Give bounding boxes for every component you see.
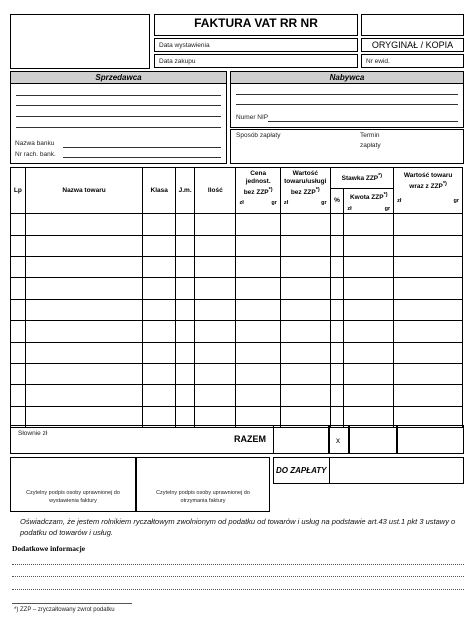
table-cell[interactable] (11, 214, 26, 235)
table-row (11, 278, 463, 299)
table-cell[interactable] (143, 235, 176, 256)
col-amount (344, 189, 394, 214)
footnote-mark: *) (315, 187, 320, 193)
table-cell[interactable] (11, 385, 26, 406)
words-field[interactable] (10, 425, 227, 454)
table-cell[interactable] (394, 385, 463, 406)
table-cell[interactable] (195, 342, 236, 363)
table-cell[interactable] (394, 278, 463, 299)
seller-line-4[interactable] (16, 127, 221, 128)
table-cell[interactable] (143, 256, 176, 277)
items-table (10, 167, 463, 428)
table-cell[interactable] (195, 278, 236, 299)
seller-heading: Sprzedawca (10, 71, 227, 84)
additional-info-label: Dodatkowe informacje (12, 544, 86, 553)
gr-label: gr (321, 200, 327, 207)
bank-name-label: Nazwa banku (15, 140, 55, 147)
seller-line-2[interactable] (16, 105, 221, 106)
table-cell[interactable] (25, 385, 142, 406)
col-price-line-2: jednost. (245, 178, 271, 185)
table-cell[interactable] (176, 385, 195, 406)
table-cell[interactable] (330, 235, 344, 256)
footnote-text: *) ZZP – zryczałtowany zwrot podatku (14, 607, 115, 613)
gr-label: gr (271, 200, 277, 207)
buyer-nip-label: Numer NIP (236, 114, 269, 121)
col-pct: % (330, 189, 344, 214)
table-cell[interactable] (394, 299, 463, 320)
table-cell[interactable] (25, 299, 142, 320)
table-cell[interactable] (280, 385, 330, 406)
table-cell[interactable] (143, 278, 176, 299)
table-cell[interactable] (11, 278, 26, 299)
col-total-line-2: wraz z ZZP (409, 183, 443, 191)
table-cell[interactable] (330, 342, 344, 363)
buyer-line-1[interactable] (236, 94, 458, 95)
table-cell[interactable] (236, 278, 280, 299)
table-cell[interactable] (236, 256, 280, 277)
table-cell[interactable] (236, 342, 280, 363)
footnote-mark: *) (268, 187, 273, 193)
footnote-mark: *) (383, 192, 388, 198)
col-name: Nazwa towaru (25, 168, 142, 214)
table-cell[interactable] (344, 214, 394, 235)
col-value-line-2: towaru/usługi (284, 178, 327, 185)
col-total-line-1: Wartość towaru (403, 172, 453, 179)
info-line-1[interactable] (12, 564, 464, 565)
table-cell[interactable] (330, 278, 344, 299)
col-unit: J.m. (176, 168, 195, 214)
table-cell[interactable] (330, 385, 344, 406)
table-cell[interactable] (280, 321, 330, 342)
col-value-line-1: Wartość (292, 170, 318, 177)
table-cell[interactable] (344, 342, 394, 363)
table-cell[interactable] (143, 363, 176, 384)
buyer-nip-field[interactable] (268, 121, 458, 122)
col-value (280, 168, 330, 214)
col-rate (330, 168, 394, 189)
table-cell[interactable] (236, 385, 280, 406)
zl-label: zł (397, 198, 402, 205)
table-cell[interactable] (236, 299, 280, 320)
buyer-line-2[interactable] (236, 104, 458, 105)
info-line-2[interactable] (12, 576, 464, 577)
table-cell[interactable] (344, 256, 394, 277)
table-cell[interactable] (11, 299, 26, 320)
table-cell[interactable] (280, 342, 330, 363)
table-cell[interactable] (280, 235, 330, 256)
col-lp: Lp (11, 168, 26, 214)
table-cell[interactable] (25, 235, 142, 256)
total-gross-cell[interactable] (397, 425, 464, 454)
table-cell[interactable] (280, 214, 330, 235)
original-copy-label: ORYGINAŁ / KOPIA (371, 40, 454, 50)
table-cell[interactable] (195, 256, 236, 277)
table-cell[interactable] (394, 321, 463, 342)
col-rate-label: Stawka ZZP (341, 175, 379, 183)
table-cell[interactable] (143, 321, 176, 342)
table-row (11, 256, 463, 277)
receiver-signature-label: Czytelny podpis osoby uprawnionej do otrzymania faktury (156, 490, 250, 504)
table-cell[interactable] (344, 299, 394, 320)
table-cell[interactable] (330, 214, 344, 235)
table-cell[interactable] (195, 235, 236, 256)
invoice-number-box[interactable] (361, 14, 464, 36)
table-cell[interactable] (195, 321, 236, 342)
issuer-signature-label: Czytelny podpis osoby uprawnionej do wystawienia faktury (26, 490, 120, 504)
table-row (11, 321, 463, 342)
table-cell[interactable] (143, 299, 176, 320)
zl-label: zł (347, 206, 352, 213)
info-line-3[interactable] (12, 589, 464, 590)
table-cell[interactable] (176, 214, 195, 235)
total-amount-cell[interactable] (349, 425, 397, 454)
table-cell[interactable] (25, 256, 142, 277)
table-cell[interactable] (236, 235, 280, 256)
col-qty: Ilość (195, 168, 236, 214)
table-cell[interactable] (344, 385, 394, 406)
table-cell[interactable] (344, 363, 394, 384)
col-unit-price (236, 168, 280, 214)
footnote-mark: *) (378, 173, 383, 180)
table-row (11, 235, 463, 256)
record-no-label: Nr ewid. (366, 58, 390, 65)
table-cell[interactable] (25, 363, 142, 384)
table-cell[interactable] (330, 321, 344, 342)
zl-label: zł (283, 200, 289, 207)
amount-in-words-label: Słownie zł (18, 430, 48, 437)
table-cell[interactable] (330, 363, 344, 384)
col-amount-label: Kwota ZZP (349, 194, 384, 202)
payment-term-label-1: Termin (360, 132, 380, 139)
table-cell[interactable] (280, 278, 330, 299)
payment-method-label: Sposób zapłaty (236, 132, 281, 139)
table-cell[interactable] (195, 214, 236, 235)
seller-line-1[interactable] (16, 95, 221, 96)
table-cell[interactable] (394, 256, 463, 277)
declaration-text: Oświadczam, że jestem rolnikiem ryczałtowym zwolnionym od podatku od towarów i usług na podstawie art.43 ust.1 pkt 3 ustawy o podatku od towarów i usług. (20, 517, 456, 537)
col-value-line-3: bez ZZP (290, 189, 316, 197)
table-cell[interactable] (330, 256, 344, 277)
table-cell[interactable] (195, 363, 236, 384)
table-cell[interactable] (176, 278, 195, 299)
footnote-divider (12, 603, 132, 604)
table-cell[interactable] (176, 321, 195, 342)
col-price-line-1: Cena (250, 170, 267, 177)
table-cell[interactable] (394, 235, 463, 256)
table-cell[interactable] (176, 299, 195, 320)
table-row (11, 363, 463, 384)
table-cell[interactable] (344, 321, 394, 342)
col-class: Klasa (143, 168, 176, 214)
col-total (394, 168, 463, 214)
table-cell[interactable] (11, 342, 26, 363)
gr-label: gr (384, 206, 391, 213)
total-label: RAZEM (234, 434, 266, 444)
col-price-line-3: bez ZZP (243, 189, 269, 197)
table-cell[interactable] (11, 256, 26, 277)
table-cell[interactable] (25, 342, 142, 363)
seller-line-3[interactable] (16, 116, 221, 117)
table-cell[interactable] (176, 342, 195, 363)
table-cell[interactable] (25, 321, 142, 342)
purchase-date-label: Data zakupu (159, 58, 196, 65)
zl-label: zł (239, 200, 244, 207)
table-cell[interactable] (11, 235, 26, 256)
table-cell[interactable] (176, 363, 195, 384)
to-pay-value-field[interactable] (330, 458, 463, 483)
table-cell[interactable] (143, 214, 176, 235)
table-cell[interactable] (11, 321, 26, 342)
table-cell[interactable] (176, 256, 195, 277)
table-row (11, 385, 463, 406)
issue-date-label: Data wystawienia (159, 42, 210, 49)
table-cell[interactable] (143, 385, 176, 406)
page-title: FAKTURA VAT RR NR (194, 16, 318, 30)
logo-box (10, 14, 150, 69)
table-cell[interactable] (236, 214, 280, 235)
table-cell[interactable] (280, 363, 330, 384)
footnote-mark: *) (442, 181, 447, 187)
table-cell[interactable] (344, 235, 394, 256)
account-no-label: Nr rach. bank. (15, 151, 56, 158)
table-cell[interactable] (344, 278, 394, 299)
table-cell[interactable] (176, 235, 195, 256)
table-cell[interactable] (143, 342, 176, 363)
table-cell[interactable] (394, 342, 463, 363)
table-cell[interactable] (25, 214, 142, 235)
table-cell[interactable] (11, 363, 26, 384)
gr-label: gr (453, 198, 459, 205)
payment-term-label-2: zapłaty (360, 142, 381, 149)
to-pay-label: DO ZAPŁATY (276, 466, 327, 475)
table-row (11, 299, 463, 320)
x-mark: x (336, 436, 340, 445)
table-cell[interactable] (195, 385, 236, 406)
table-cell[interactable] (394, 214, 463, 235)
table-cell[interactable] (236, 363, 280, 384)
table-cell[interactable] (25, 278, 142, 299)
table-cell[interactable] (394, 363, 463, 384)
table-cell[interactable] (195, 299, 236, 320)
table-row (11, 342, 463, 363)
table-cell[interactable] (280, 299, 330, 320)
table-cell[interactable] (280, 256, 330, 277)
table-cell[interactable] (236, 321, 280, 342)
account-no-field[interactable] (63, 157, 221, 158)
table-row (11, 214, 463, 235)
table-cell[interactable] (330, 299, 344, 320)
buyer-heading: Nabywca (230, 71, 464, 84)
bank-name-field[interactable] (63, 147, 221, 148)
total-value-cell[interactable] (273, 425, 329, 454)
